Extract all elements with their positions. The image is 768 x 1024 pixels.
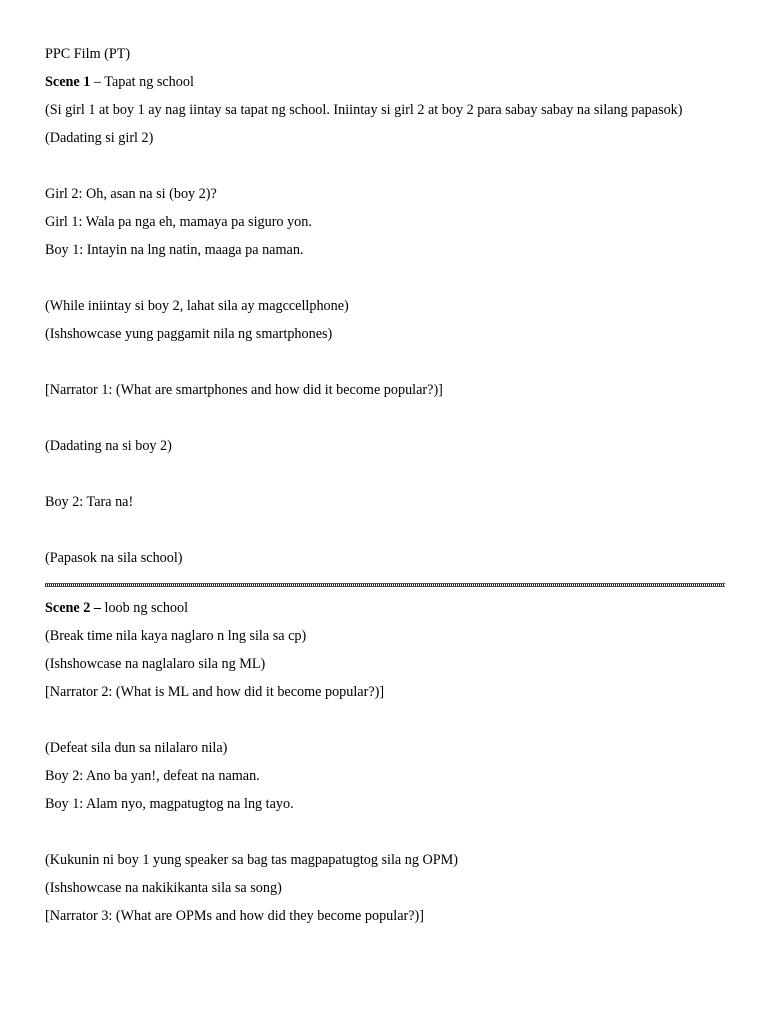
script-line: [Narrator 3: (What are OPMs and how did they become popular?)]: [45, 908, 424, 924]
script-line: (While iniintay si boy 2, lahat sila ay magccellphone): [45, 298, 349, 314]
scene-2-heading: [45, 599, 725, 627]
script-line: (Ishshowcase na nakikikanta sila sa song): [45, 880, 282, 896]
scene-2-body: [45, 627, 725, 935]
scene-1-heading: [45, 73, 725, 101]
blank-line: [45, 465, 725, 493]
script-line: (Ishshowcase yung paggamit nila ng smartphones): [45, 326, 333, 342]
blank-line: [45, 353, 725, 381]
script-line: Boy 1: Intayin na lng natin, maaga pa naman.: [45, 242, 304, 258]
script-line: Boy 2: Ano ba yan!, defeat na naman.: [45, 768, 260, 784]
script-line: Girl 1: Wala pa nga eh, mamaya pa siguro yon.: [45, 214, 312, 230]
script-line: (Dadating si girl 2): [45, 130, 154, 146]
scene-divider: [45, 577, 725, 599]
scene-1-body: [45, 101, 725, 577]
divider-line: [45, 583, 725, 587]
scene-1-location: Tapat ng school: [104, 74, 194, 90]
script-line: (Dadating na si boy 2): [45, 438, 172, 454]
script-line: [Narrator 1: (What are smartphones and how did it become popular?)]: [45, 382, 443, 398]
script-line: Girl 2: Oh, asan na si (boy 2)?: [45, 186, 217, 202]
script-line: (Defeat sila dun sa nilalaro nila): [45, 740, 228, 756]
blank-line: [45, 269, 725, 297]
blank-line: [45, 157, 725, 185]
scene-2-label: Scene 2 –: [45, 600, 101, 616]
script-line: Boy 2: Tara na!: [45, 494, 134, 510]
script-line: (Kukunin ni boy 1 yung speaker sa bag tas magpapatugtog sila ng OPM): [45, 852, 458, 868]
script-line: (Break time nila kaya naglaro n lng sila sa cp): [45, 628, 307, 644]
document-page: [45, 45, 725, 935]
blank-line: [45, 409, 725, 437]
scene-2-location: loob ng school: [100, 600, 189, 616]
script-line: (Ishshowcase na naglalaro sila ng ML): [45, 656, 266, 672]
script-line: (Si girl 1 at boy 1 ay nag iintay sa tapat ng school. Iniintay si girl 2 at boy 2 para sabay sabay na silang papasok): [45, 102, 683, 118]
blank-line: [45, 711, 725, 739]
script-line: (Papasok na sila school): [45, 550, 183, 566]
document-title: PPC Film (PT): [45, 46, 131, 62]
scene-1-separator: –: [90, 74, 105, 90]
blank-line: [45, 823, 725, 851]
script-line: Boy 1: Alam nyo, magpatugtog na lng tayo.: [45, 796, 294, 812]
blank-line: [45, 521, 725, 549]
script-line: [Narrator 2: (What is ML and how did it become popular?)]: [45, 684, 385, 700]
scene-1-label: Scene 1: [45, 74, 91, 90]
